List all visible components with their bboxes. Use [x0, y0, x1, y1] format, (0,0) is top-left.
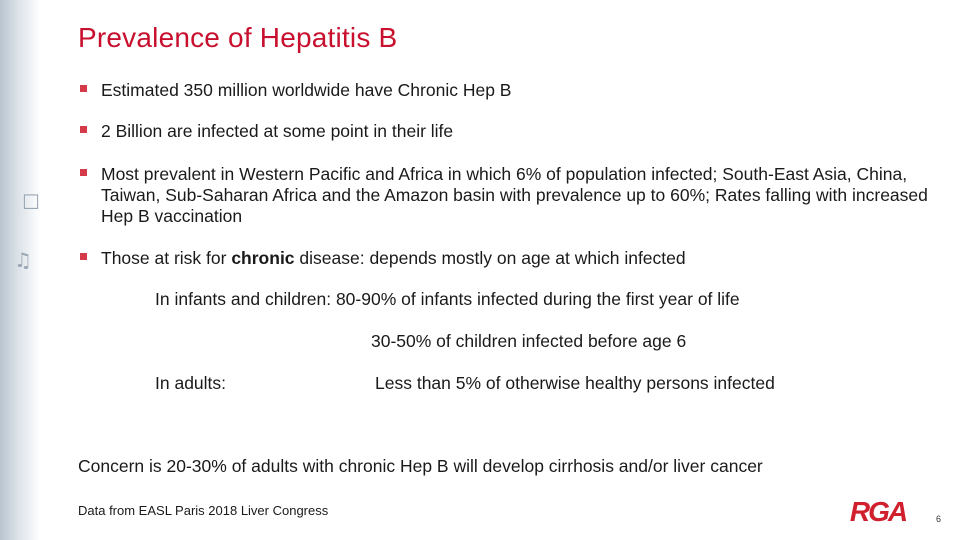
- bullet-text: [80, 248, 930, 269]
- concern-statement: Concern is 20-30% of adults with chronic Hep B will develop cirrhosis and/or liver cancer: [78, 456, 763, 476]
- bullet-text: 2 Billion are infected at some point in their life: [101, 121, 454, 141]
- bullet-text: Estimated 350 million worldwide have Chronic Hep B: [101, 80, 512, 100]
- music-note-icon: ♫: [14, 248, 32, 272]
- source-citation: Data from EASL Paris 2018 Liver Congress: [78, 503, 329, 518]
- children-line: 30-50% of children infected before age 6: [371, 331, 687, 351]
- risk-text-before: Those at risk for: [101, 248, 232, 268]
- document-icon: ☐: [22, 190, 40, 214]
- risk-text-after: disease: depends mostly on age at which infected: [294, 248, 686, 268]
- decorative-side-strip: [0, 0, 40, 540]
- page-number: 6: [936, 514, 942, 524]
- bullet-item: [80, 80, 930, 101]
- bullet-marker: [80, 126, 87, 133]
- bullet-marker: [80, 85, 87, 92]
- rga-logo: [843, 497, 913, 525]
- bullet-item: [80, 248, 930, 269]
- adults-value: Less than 5% of otherwise healthy persons infected: [375, 373, 775, 393]
- bullet-marker: [80, 169, 87, 176]
- bullet-marker: [80, 253, 87, 260]
- bullet-item: [80, 164, 930, 227]
- bullet-text: Most prevalent in Western Pacific and Africa in which 6% of population infected; South-East Asia, China, Taiwan, Sub-Saharan Africa and the Amazon basin with prevalence up to 60%; Rates falling with increased Hep B vaccination: [101, 164, 928, 226]
- slide-title: Prevalence of Hepatitis B: [78, 22, 398, 53]
- risk-text-bold: chronic: [231, 248, 295, 268]
- infants-line: In infants and children: 80-90% of infants infected during the first year of life: [155, 289, 740, 309]
- rga-logo-text: RGA: [849, 497, 907, 525]
- adults-label: In adults:: [155, 373, 227, 393]
- bullet-item: [80, 121, 930, 142]
